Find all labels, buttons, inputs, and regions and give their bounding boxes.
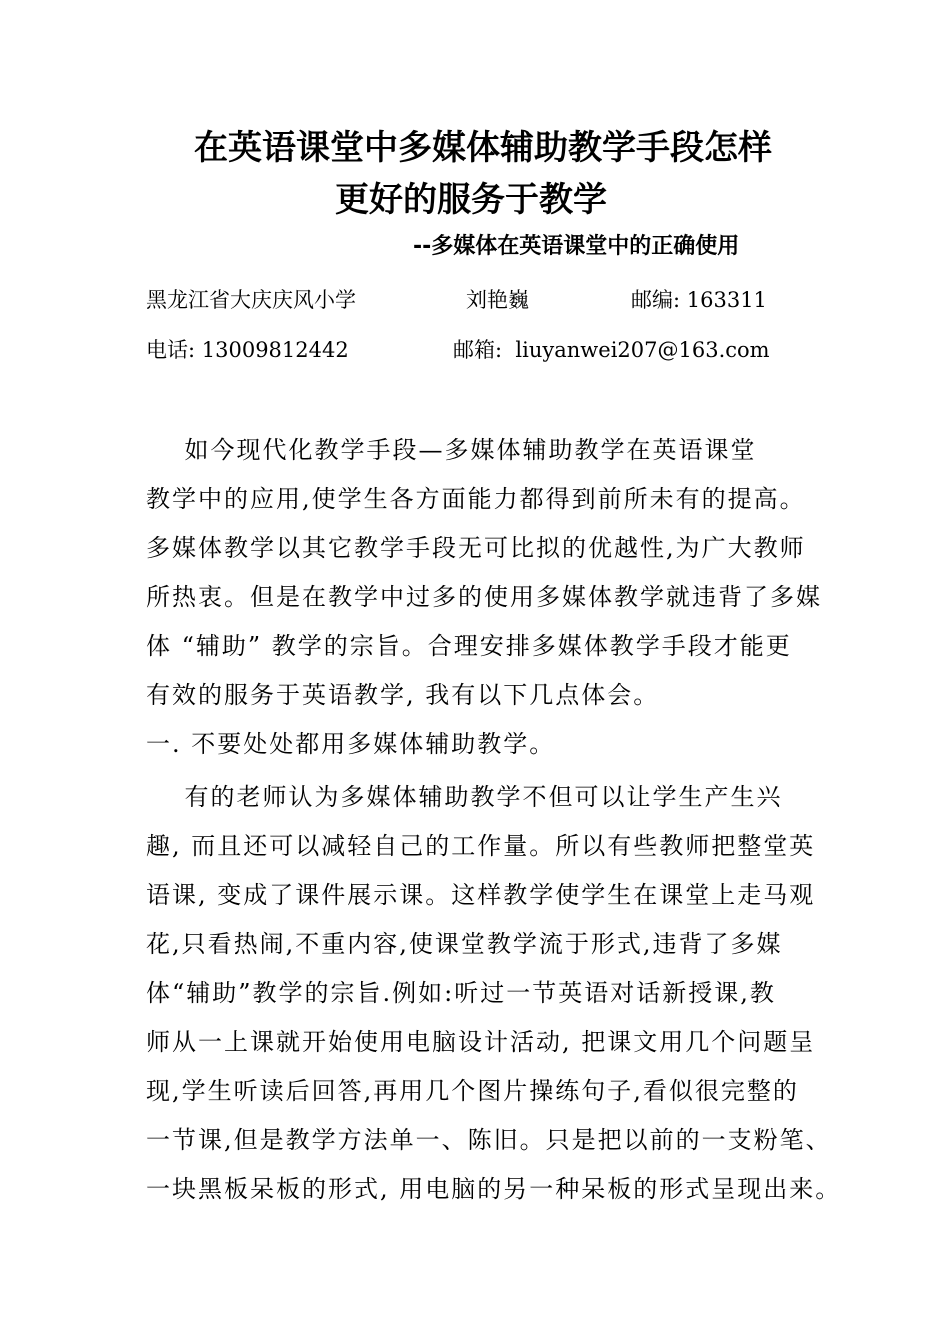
body-line: 花,只看热闹,不重内容,使课堂教学流于形式,违背了多媒 — [146, 930, 783, 958]
body-line: 一块黑板呆板的形式, 用电脑的另一种呆板的形式呈现出来。 — [146, 1175, 842, 1203]
body-line: 有效的服务于英语教学, 我有以下几点体会。 — [146, 681, 660, 709]
document-title-line1: 在英语课堂中多媒体辅助教学手段怎样 — [194, 128, 772, 168]
body-line: 多媒体教学以其它教学手段无可比拟的优越性,为广大教师 — [146, 534, 806, 562]
author-postcode: 邮编: 163311 — [631, 288, 767, 312]
body-line: 趣, 而且还可以减轻自己的工作量。所以有些教师把整堂英 — [146, 832, 816, 860]
body-line: 师从一上课就开始使用电脑设计活动, 把课文用几个问题呈 — [146, 1028, 816, 1056]
body-line: 语课, 变成了课件展示课。这样教学使学生在课堂上走马观 — [146, 881, 816, 909]
body-line: 所热衷。但是在教学中过多的使用多媒体教学就违背了多媒 — [146, 583, 822, 611]
author-email: 邮箱: liuyanwei207@163.com — [453, 338, 770, 362]
document-subtitle: --多媒体在英语课堂中的正确使用 — [413, 234, 740, 259]
body-line: 有的老师认为多媒体辅助教学不但可以让学生产生兴 — [146, 783, 783, 811]
author-school: 黑龙江省大庆庆风小学 — [146, 288, 356, 312]
body-line: 现,学生听读后回答,再用几个图片操练句子,看似很完整的 — [146, 1077, 799, 1105]
body-line: 体 “辅助” 教学的宗旨。合理安排多媒体教学手段才能更 — [146, 632, 792, 660]
author-name: 刘艳巍 — [466, 288, 529, 312]
body-line: 教学中的应用,使学生各方面能力都得到前所未有的提高。 — [146, 485, 806, 513]
body-line: 体“辅助”教学的宗旨.例如:听过一节英语对话新授课,教 — [146, 979, 776, 1007]
author-phone: 电话: 13009812442 — [146, 338, 349, 362]
body-line: 如今现代化教学手段—多媒体辅助教学在英语课堂 — [146, 436, 757, 464]
section-heading: 一. 不要处处都用多媒体辅助教学。 — [146, 730, 556, 758]
document-title-line2: 更好的服务于教学 — [335, 180, 607, 220]
body-line: 一节课,但是教学方法单一、陈旧。只是把以前的一支粉笔、 — [146, 1126, 832, 1154]
